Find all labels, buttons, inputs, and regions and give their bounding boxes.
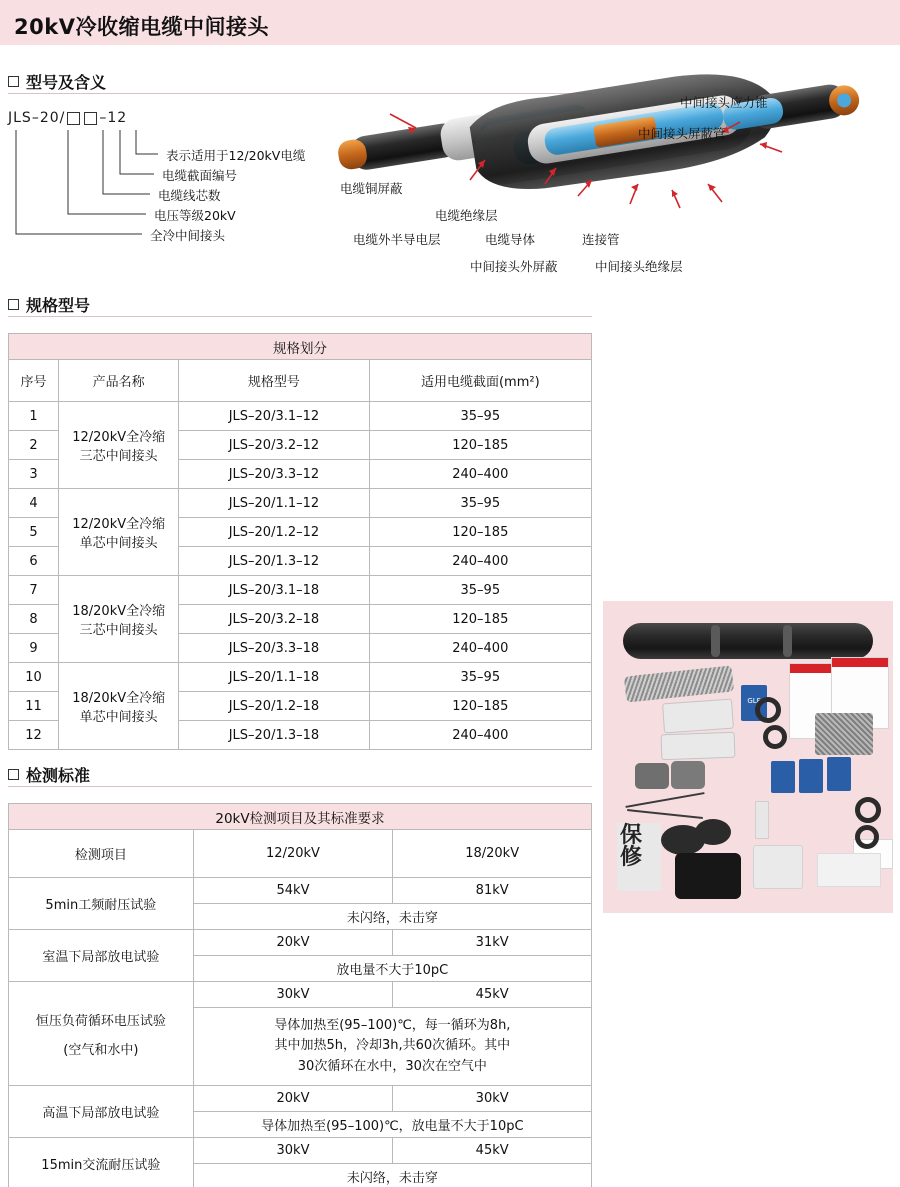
row-cross: 240–400 <box>369 634 591 663</box>
row-model: JLS–20/3.1–12 <box>179 402 369 431</box>
test-note-line1: 导体加热至(95–100)℃，每一循环为8h, <box>274 1018 511 1034</box>
kit-copper-mesh <box>624 665 734 702</box>
table-row <box>9 982 592 1008</box>
square-bullet-icon <box>8 299 19 310</box>
group-name-cell <box>59 402 179 489</box>
model-code-slash: / <box>59 110 66 126</box>
row-cross: 35–95 <box>369 576 591 605</box>
row-cross: 120–185 <box>369 518 591 547</box>
row-model: JLS–20/1.3–12 <box>179 547 369 576</box>
test-value-12kv: 30kV <box>193 982 393 1008</box>
group-name-line2: 三芯中间接头 <box>79 623 158 638</box>
row-model: JLS–20/1.2–12 <box>179 518 369 547</box>
test-col-item: 检测项目 <box>9 830 194 878</box>
callout-copper-shield: 电缆铜屏蔽 <box>340 181 403 196</box>
model-code-label-1: 表示适用于12/20kV电缆 <box>166 148 306 163</box>
test-value-12kv: 20kV <box>193 1086 393 1112</box>
group-name-line2: 单芯中间接头 <box>79 536 158 551</box>
group-name-line1: 12/20kV全冷缩 <box>72 430 166 445</box>
model-code-prefix: JLS <box>8 110 32 126</box>
table-row <box>9 489 592 518</box>
row-no: 10 <box>9 663 59 692</box>
group-name-cell <box>59 576 179 663</box>
row-model: JLS–20/3.3–18 <box>179 634 369 663</box>
group-name-cell <box>59 489 179 576</box>
model-code-tail: 12 <box>107 110 128 126</box>
kit-glf-sachet-2 <box>771 761 795 793</box>
section-heading-model-meaning <box>8 70 106 93</box>
test-value-12kv: 20kV <box>193 930 393 956</box>
kit-warranty-card <box>617 823 661 891</box>
kit-tape-roll-2 <box>695 819 731 845</box>
kit-clamp-2 <box>671 761 705 789</box>
warranty-card-line2: 修 <box>620 845 643 870</box>
test-note: 导体加热至(95–100)℃，放电量不大于10pC <box>193 1112 591 1138</box>
callout-joint-insulation: 中间接头绝缘层 <box>595 259 683 274</box>
test-note: 未闪络，未击穿 <box>193 904 591 930</box>
kit-glf-sachet-3 <box>799 759 823 793</box>
test-note-line2: 其中加热5h，冷却3h,共60次循环。其中 <box>274 1038 511 1054</box>
test-item-line1: 恒压负荷循环电压试验 <box>35 1013 166 1029</box>
row-cross: 240–400 <box>369 721 591 750</box>
kit-gloves <box>675 853 741 899</box>
kit-tube-small <box>755 801 769 839</box>
callout-cable-insulation: 电缆绝缘层 <box>435 208 498 223</box>
section-divider <box>8 316 592 317</box>
product-cutaway-illustration <box>330 62 890 292</box>
model-code-label-4: 电压等级20kV <box>154 208 236 223</box>
callout-connector-tube: 连接管 <box>582 232 620 247</box>
table-row <box>9 1138 592 1164</box>
callout-outer-semicon: 电缆外半导电层 <box>353 232 441 247</box>
group-name-line1: 12/20kV全冷缩 <box>72 517 166 532</box>
row-cross: 35–95 <box>369 663 591 692</box>
table-row <box>9 878 592 904</box>
row-cross: 120–185 <box>369 692 591 721</box>
kit-cloth <box>817 853 881 887</box>
kit-glf-sachet-4 <box>827 757 851 791</box>
test-item: 15min交流耐压试验 <box>9 1138 194 1187</box>
model-code-dash2: – <box>99 110 108 126</box>
test-note: 放电量不大于10pC <box>193 956 591 982</box>
row-model: JLS–20/3.1–18 <box>179 576 369 605</box>
model-code-label-5: 全冷中间接头 <box>150 228 226 243</box>
test-item-line2: (空气和水中) <box>63 1042 139 1058</box>
row-model: JLS–20/3.3–12 <box>179 460 369 489</box>
spec-band-row <box>9 334 592 360</box>
section-heading-label: 检测标准 <box>26 766 91 785</box>
kit-glf-brand: GLF <box>747 697 761 705</box>
row-cross: 35–95 <box>369 402 591 431</box>
row-model: JLS–20/3.2–18 <box>179 605 369 634</box>
row-model: JLS–20/1.1–18 <box>179 663 369 692</box>
test-header-row <box>9 830 592 878</box>
row-cross: 240–400 <box>369 547 591 576</box>
test-note: 未闪络，未击穿 <box>193 1164 591 1187</box>
table-row <box>9 1086 592 1112</box>
warranty-card-line1: 保 <box>620 823 643 848</box>
callout-joint-outer-shield: 中间接头外屏蔽 <box>470 259 558 274</box>
callout-shield-tube: 中间接头屏蔽管 <box>638 126 726 141</box>
spec-header-row <box>9 360 592 402</box>
kit-wire-2 <box>627 809 703 819</box>
section-heading-test <box>8 763 90 786</box>
model-code-dash1: – <box>31 110 40 126</box>
table-row <box>9 402 592 431</box>
spec-col-cross-section: 适用电缆截面(mm²) <box>369 360 591 402</box>
row-no: 9 <box>9 634 59 663</box>
kit-clamp-1 <box>635 763 669 789</box>
test-value-12kv: 54kV <box>193 878 393 904</box>
table-row <box>9 576 592 605</box>
group-name-line1: 18/20kV全冷缩 <box>72 604 166 619</box>
kit-ring-2 <box>763 725 787 749</box>
kit-wire-1 <box>625 792 704 808</box>
row-model: JLS–20/3.2–12 <box>179 431 369 460</box>
test-standard-table <box>8 803 592 1187</box>
page-title-bar <box>0 0 900 45</box>
test-item: 5min工频耐压试验 <box>9 878 194 930</box>
kit-ring-3 <box>855 797 881 823</box>
section-divider <box>8 786 592 787</box>
section-heading-label: 型号及含义 <box>26 73 107 92</box>
test-value-18kv: 45kV <box>393 982 592 1008</box>
callout-stress-cone: 中间接头应力锥 <box>680 95 768 110</box>
kit-ring-4 <box>855 825 879 849</box>
row-cross: 120–185 <box>369 431 591 460</box>
row-model: JLS–20/1.2–18 <box>179 692 369 721</box>
model-code-label-3: 电缆线芯数 <box>158 188 221 203</box>
group-name-line1: 18/20kV全冷缩 <box>72 691 166 706</box>
test-item <box>9 982 194 1086</box>
row-no: 4 <box>9 489 59 518</box>
kit-mesh-sheet <box>815 713 873 755</box>
product-kit-photo <box>603 601 893 913</box>
spec-band-label: 规格划分 <box>9 334 592 360</box>
kit-ring-1 <box>755 697 781 723</box>
table-row <box>9 930 592 956</box>
test-item: 高温下局部放电试验 <box>9 1086 194 1138</box>
test-band-row <box>9 804 592 830</box>
row-no: 5 <box>9 518 59 547</box>
test-col-18kv: 18/20kV <box>393 830 592 878</box>
row-no: 1 <box>9 402 59 431</box>
group-name-line2: 单芯中间接头 <box>79 710 158 725</box>
test-value-18kv: 45kV <box>393 1138 592 1164</box>
row-no: 8 <box>9 605 59 634</box>
spec-col-no: 序号 <box>9 360 59 402</box>
spec-col-model: 规格型号 <box>179 360 369 402</box>
row-cross: 240–400 <box>369 460 591 489</box>
section-heading-label: 规格型号 <box>26 296 91 315</box>
callout-conductor: 电缆导体 <box>485 232 536 247</box>
row-no: 2 <box>9 431 59 460</box>
test-value-12kv: 30kV <box>193 1138 393 1164</box>
table-row <box>9 663 592 692</box>
kit-accessory-bag <box>753 845 803 889</box>
test-value-18kv: 30kV <box>393 1086 592 1112</box>
section-heading-spec <box>8 293 90 316</box>
row-cross: 35–95 <box>369 489 591 518</box>
kit-pouch-2 <box>661 732 736 761</box>
square-bullet-icon <box>8 76 19 87</box>
test-value-18kv: 81kV <box>393 878 592 904</box>
row-model: JLS–20/1.1–12 <box>179 489 369 518</box>
test-note <box>193 1008 591 1086</box>
spec-col-name: 产品名称 <box>59 360 179 402</box>
group-name-cell <box>59 663 179 750</box>
test-band-label: 20kV检测项目及其标准要求 <box>9 804 592 830</box>
test-value-18kv: 31kV <box>393 930 592 956</box>
row-no: 12 <box>9 721 59 750</box>
row-no: 6 <box>9 547 59 576</box>
model-code-number: 20 <box>39 110 60 126</box>
model-code-label-2: 电缆截面编号 <box>162 168 238 183</box>
manual-header-bar <box>832 658 888 667</box>
kit-pouch-1 <box>662 699 734 734</box>
test-col-12kv: 12/20kV <box>193 830 393 878</box>
spec-table <box>8 333 592 750</box>
row-model: JLS–20/1.3–18 <box>179 721 369 750</box>
row-cross: 120–185 <box>369 605 591 634</box>
test-note-line3: 30次循环在水中，30次在空气中 <box>297 1058 487 1074</box>
row-no: 7 <box>9 576 59 605</box>
square-bullet-icon <box>8 769 19 780</box>
kit-main-tube <box>623 623 873 659</box>
row-no: 11 <box>9 692 59 721</box>
group-name-line2: 三芯中间接头 <box>79 449 158 464</box>
page-title: 20kV冷收缩电缆中间接头 <box>14 15 269 39</box>
row-no: 3 <box>9 460 59 489</box>
test-item: 室温下局部放电试验 <box>9 930 194 982</box>
